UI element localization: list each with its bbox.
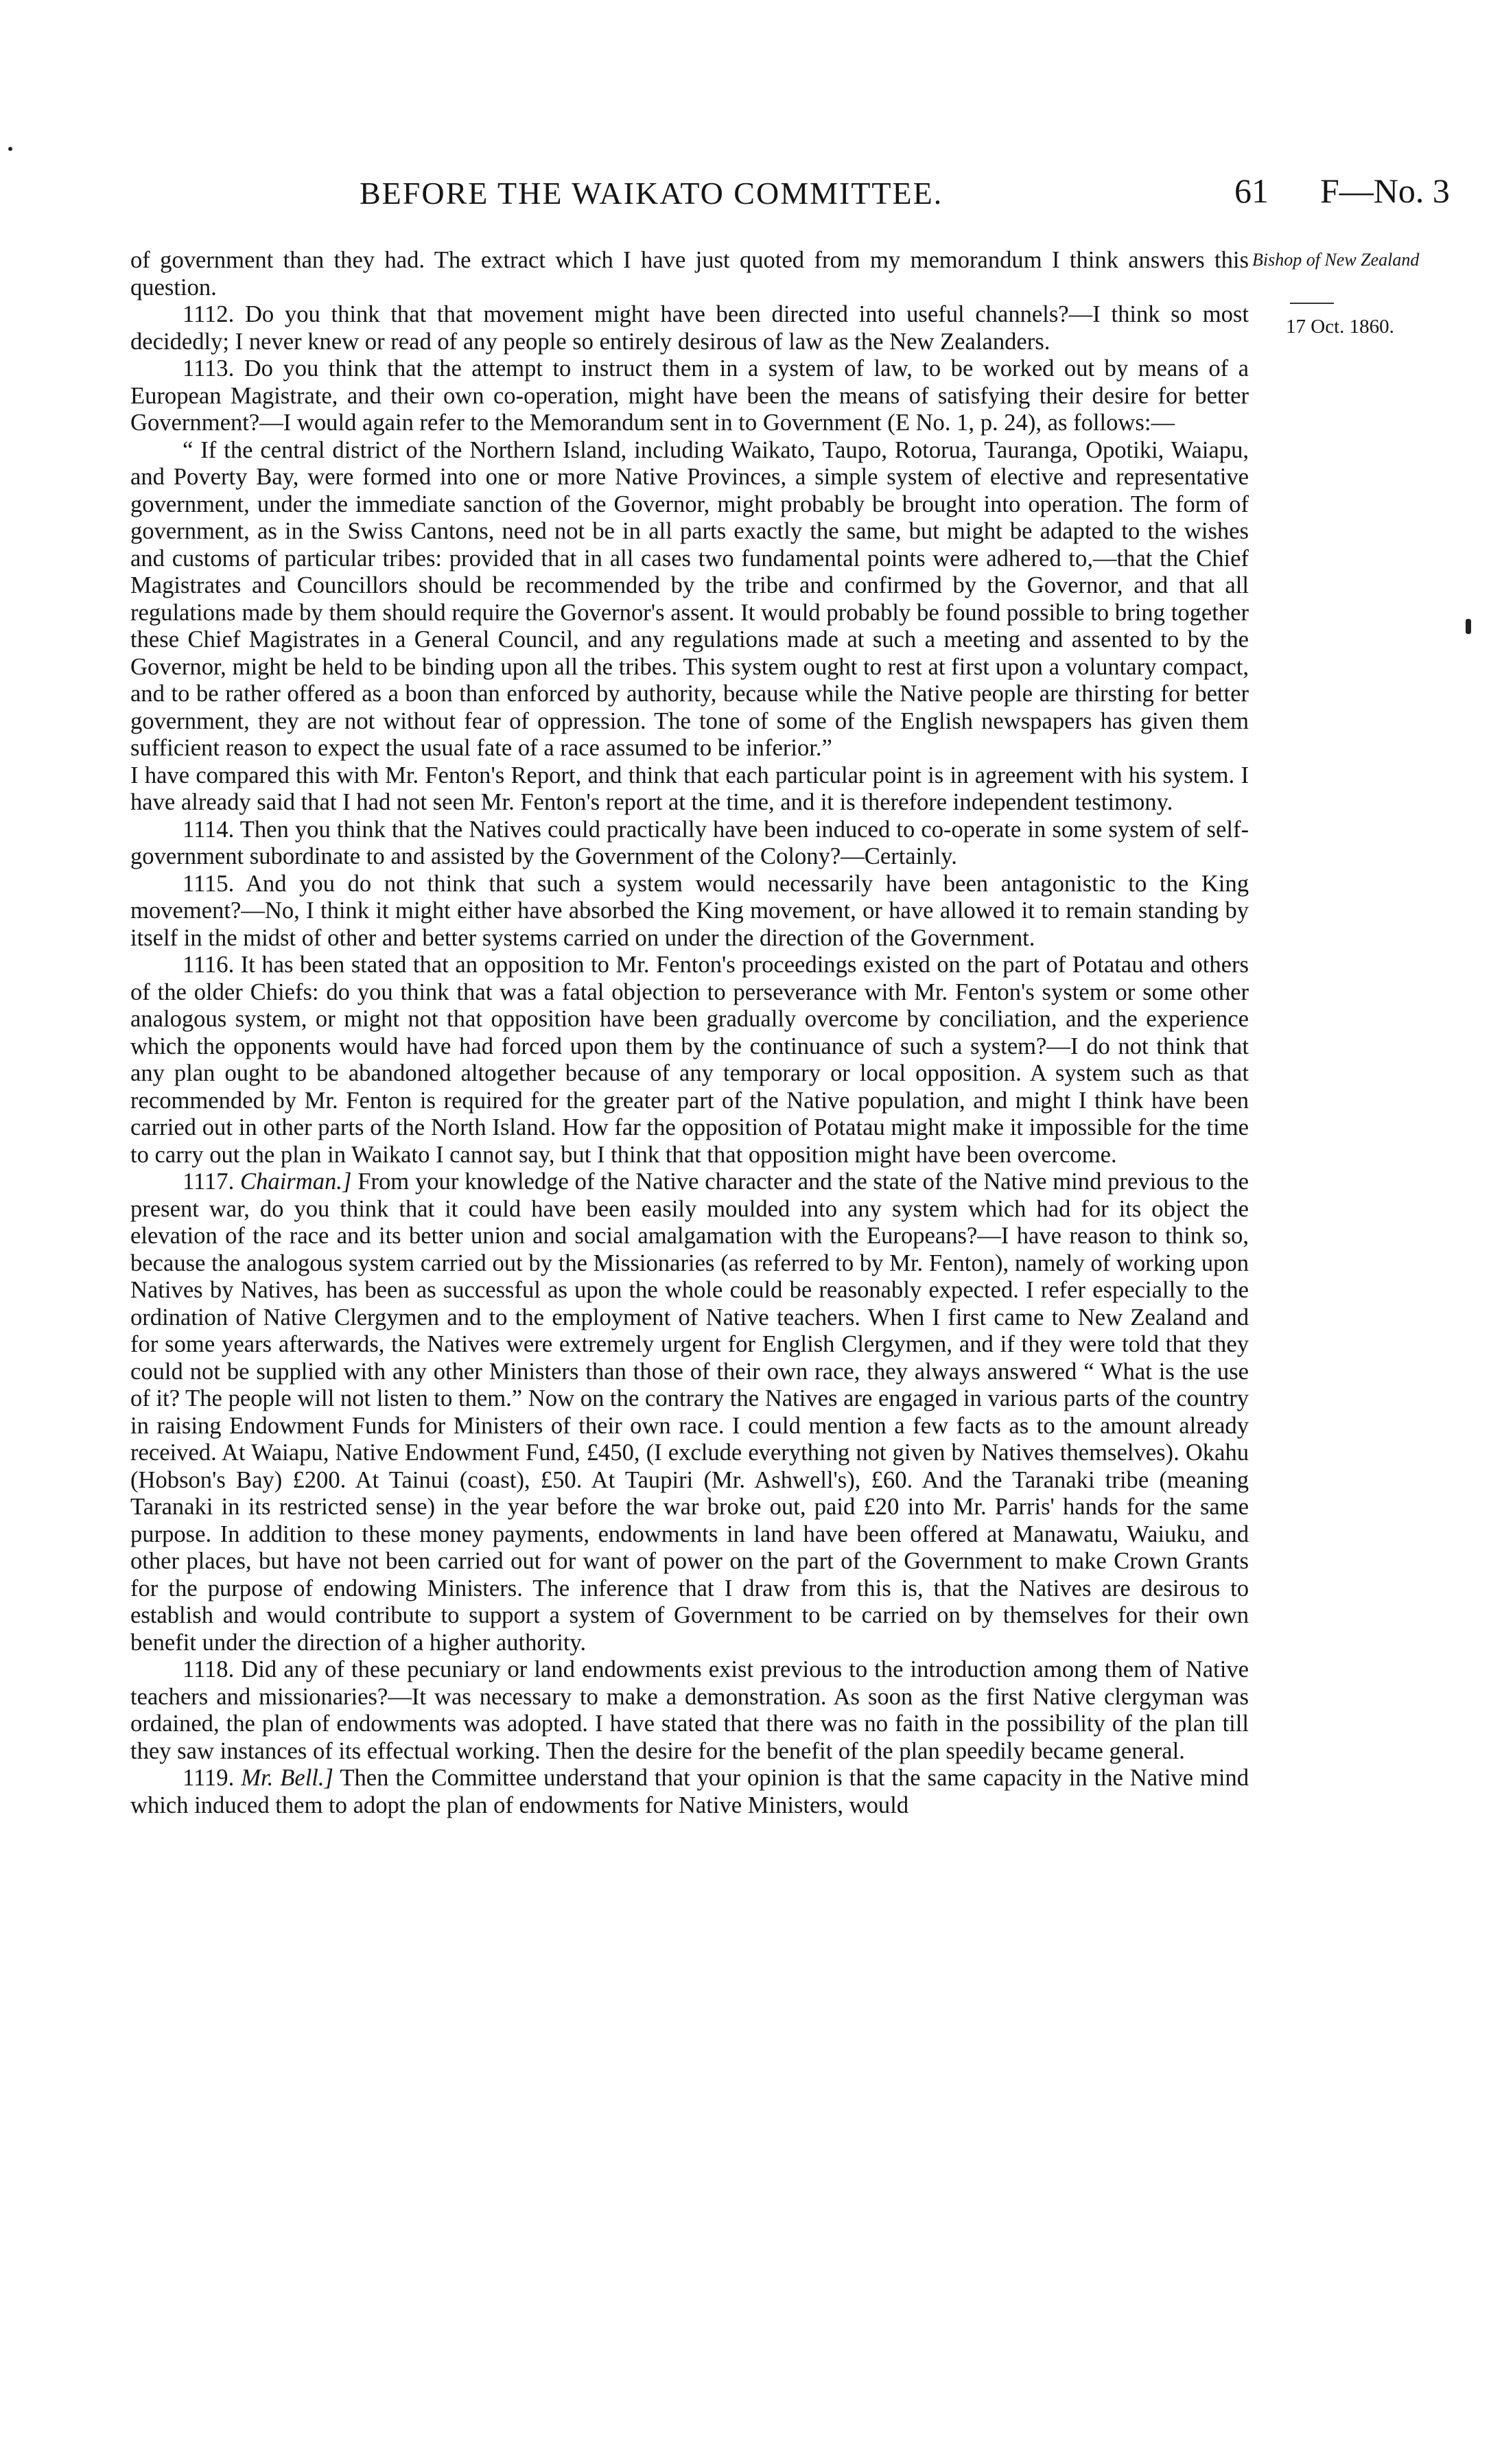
- speaker-name: Chairman.]: [240, 1169, 352, 1195]
- scan-speck: [8, 147, 12, 151]
- question-number: 1119.: [183, 1765, 235, 1791]
- question-1114: 1114. Then you think that the Natives could practically have been induced to co-operate in some system of self-government subordinate to and assisted by the Government of the Colony?—Certainly.: [130, 816, 1249, 869]
- question-1113: 1113. Do you think that the attempt to instruct them in a system of law, to be worked out by means of a European Magistrate, and their own co-operation, might have been the means of satisfying their desire for better Government?—I would again refer to the Memorandum sent in to Government (E No. 1, p. 24), as follows:—: [130, 355, 1249, 436]
- page-header: [0, 172, 1491, 230]
- question-1118: 1118. Did any of these pecuniary or land endowments exist previous to the introduction among them of Native teachers and missionaries?—It was necessary to make a demonstration. As soon as the first Native clergyman was ordained, the plan of endowments was adopted. I have stated that there was no faith in the possibility of the plan till they saw instances of its effectual working. Then the desire for the benefit of the plan speedily became general.: [130, 1656, 1249, 1764]
- memorandum-quote: “ If the central district of the Northern Island, including Waikato, Taupo, Rotorua, Tauranga, Opotiki, Waiapu, and Poverty Bay, were formed into one or more Native Provinces, a simple system of elective and representative government, under the immediate sanction of the Governor, might probably be brought into operation. The form of government, as in the Swiss Cantons, need not be in all parts exactly the same, but might be adapted to the wishes and customs of particular tribes: provided that in all cases two fundamental points were adhered to,—that the Chief Magistrates and Councillors should be recommended by the tribe and confirmed by the Governor, and that all regulations made by them should require the Governor's assent. It would probably be found possible to bring together these Chief Magistrates in a General Council, and any regulations made at such a meeting and assented to by the Governor, might be held to be binding upon all the tribes. This system ought to rest at first upon a voluntary compact, and to be rather offered as a boon than enforced by authority, because while the Native people are thirsting for better government, they are not without fear of oppression. The tone of some of the English newspapers has given them sufficient reason to expect the usual fate of a race assumed to be inferior.”: [130, 436, 1249, 761]
- testimony-body: [130, 247, 1249, 1819]
- paragraph-comparison: I have compared this with Mr. Fenton's Report, and think that each particular point is in agreement with his system. I have already said that I had not seen Mr. Fenton's report at the time, and it is therefore independent testimony.: [130, 762, 1249, 815]
- question-text: Then the Committee understand that your opinion is that the same capacity in the Native mind which induced them to adopt the plan of endowments for Native Ministers, would: [130, 1765, 1249, 1818]
- question-1112: 1112. Do you think that that movement might have been directed into useful channels?—I think so most decidedly; I never knew or read of any people so entirely desirous of law as the New Zealanders.: [130, 301, 1249, 355]
- margin-witness-name: Bishop of New Zealand: [1252, 250, 1420, 270]
- question-1116: 1116. It has been stated that an opposition to Mr. Fenton's proceedings existed on the part of Potatau and others of the older Chiefs: do you think that was a fatal objection to perseverance with Mr. Fenton's system or some other analogous system, or might not that opposition have been gradually overcome by conciliation, and the experience which the opponents would have had forced upon them by the continuance of such a system?—I do not think that any plan ought to be abandoned altogether because of any temporary or local opposition. A system such as that recommended by Mr. Fenton is required for the greater part of the Native population, and might I think have been carried out in other parts of the North Island. How far the opposition of Potatau might make it impossible for the time to carry out the plan in Waikato I cannot say, but I think that that opposition might have been overcome.: [130, 952, 1249, 1168]
- question-1115: 1115. And you do not think that such a system would necessarily have been antagonistic to the King movement?—No, I think it might either have absorbed the King movement, or have allowed it to remain standing by itself in the midst of other and better systems carried on under the direction of the Government.: [130, 870, 1249, 951]
- running-title: BEFORE THE WAIKATO COMMITTEE.: [360, 176, 943, 211]
- scan-speck: [1466, 619, 1471, 634]
- question-text: From your knowledge of the Native character and the state of the Native mind previous to the present war, do you think that it could have been easily moulded into any system which had for its object the elevation of the race and its better union and social amalgamation with the Europeans?—I have reason to think so, because the analogous system carried out by the Missionaries (as referred to by Mr. Fenton), namely of working upon Natives by Natives, has been as successful as upon the whole could be reasonably expected. I refer especially to the ordination of Native Clergymen and to the employment of Native teachers. When I first came to New Zealand and for some years afterwards, the Natives were extremely urgent for English Clergymen, and if they were told that they could not be supplied with any other Ministers than those of their own race, they always answered “ What is the use of it? The people will not listen to them.” Now on the contrary the Natives are engaged in various parts of the country in raising Endowment Funds for Ministers of their own race. I could mention a few facts as to the amount already received. At Waiapu, Native Endowment Fund, £450, (I exclude everything not given by Natives themselves). Okahu (Hobson's Bay) £200. At Tainui (coast), £50. At Taupiri (Mr. Ashwell's), £60. And the Taranaki tribe (meaning Taranaki in its restricted sense) in the year before the war broke out, paid £20 into Mr. Parris' hands for the same purpose. In addition to these money payments, endowments in land have been offered at Manawatu, Waiuku, and other places, but have not been carried out for want of power on the part of the Government to make Crown Grants for the purpose of endowing Ministers. The inference that I draw from this is, that the Natives are desirous to establish and would contribute to support a system of Government to be carried on by themselves for their own benefit under the direction of a higher authority.: [130, 1169, 1249, 1656]
- margin-divider: [1290, 303, 1334, 304]
- paragraph-continuation: of government than they had. The extract which I have just quoted from my memorandum I think answers this question.: [130, 247, 1249, 301]
- question-number: 1117.: [183, 1169, 235, 1195]
- speaker-name: Mr. Bell.]: [241, 1765, 334, 1791]
- question-1117: [130, 1169, 1249, 1656]
- margin-date: 17 Oct. 1860.: [1286, 316, 1394, 338]
- page-number: 61: [1234, 172, 1269, 210]
- document-reference: F—No. 3: [1320, 172, 1450, 210]
- question-1119: [130, 1765, 1249, 1819]
